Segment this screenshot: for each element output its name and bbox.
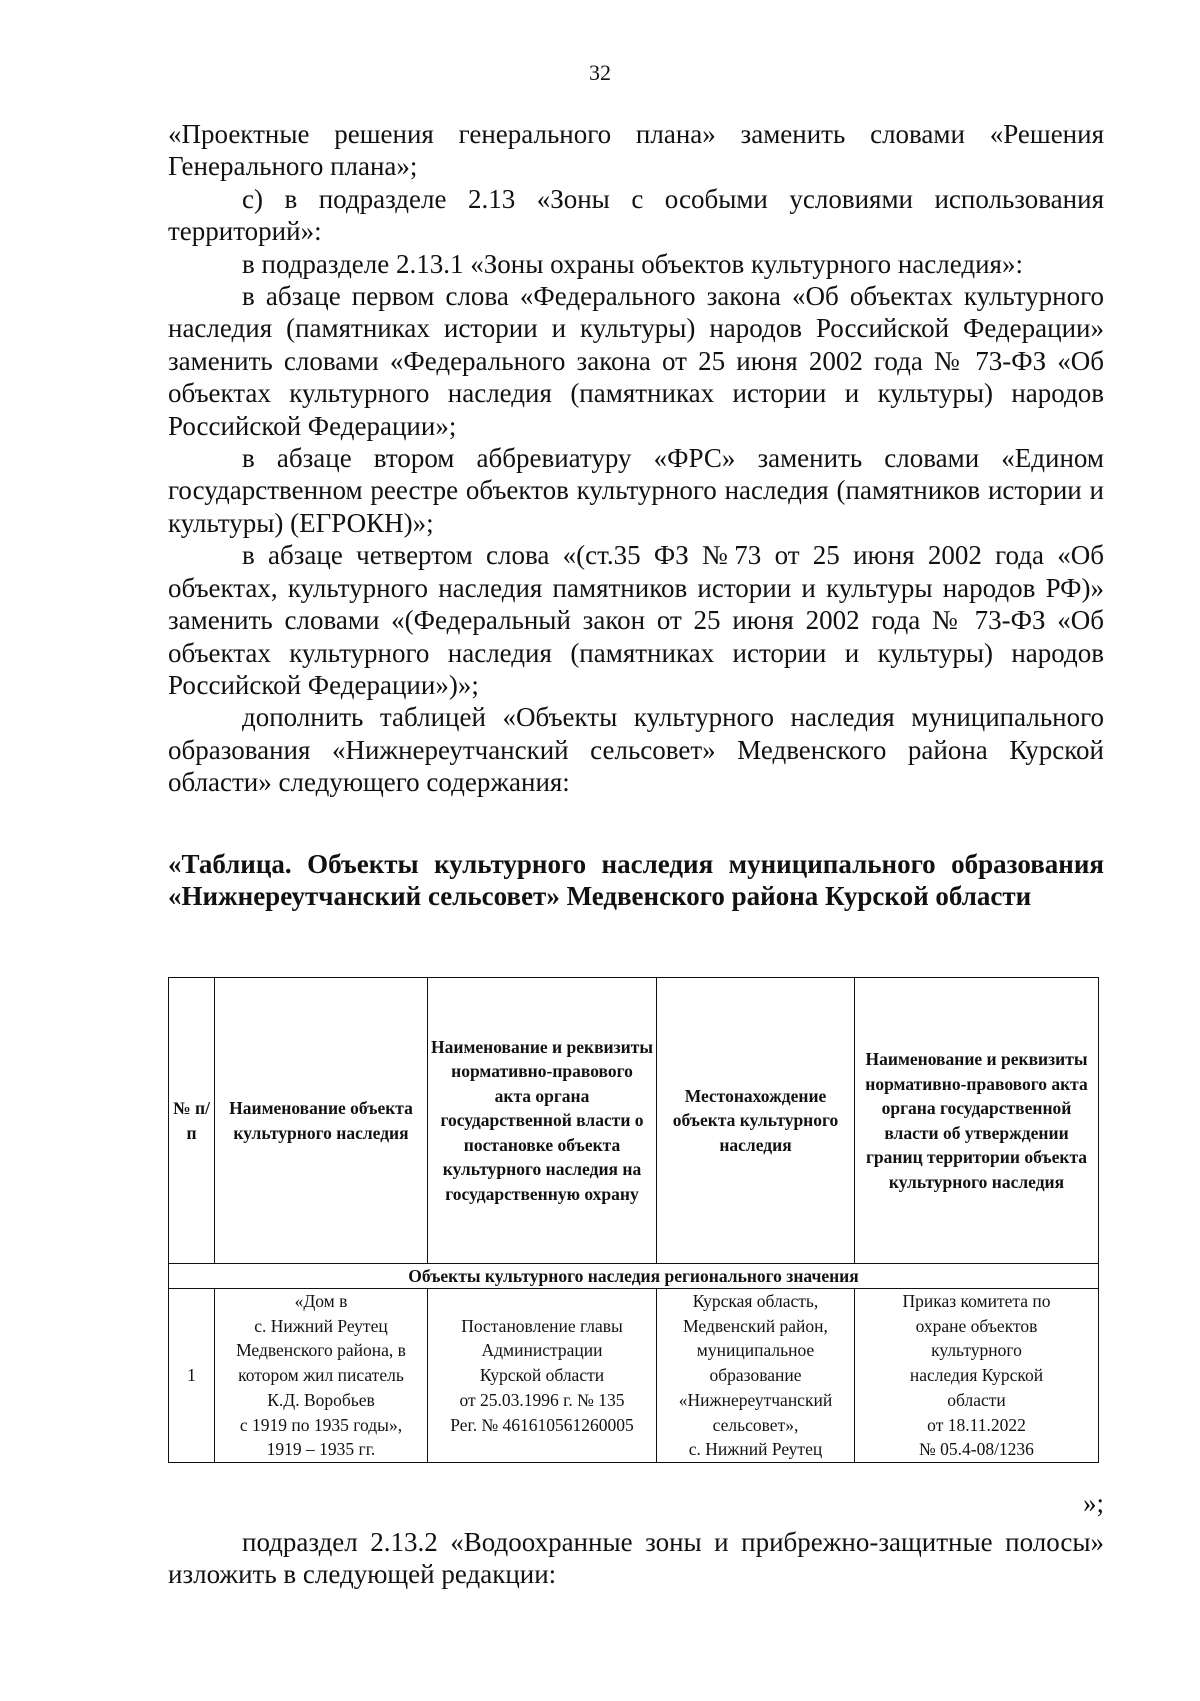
boundaries-act-line: от 18.11.2022: [927, 1414, 1026, 1435]
location-line: образование: [709, 1365, 802, 1386]
protection-act-line: Постановление главы: [461, 1315, 623, 1336]
object-name-line: с. Нижний Реутец: [254, 1315, 388, 1336]
paragraph-first-paragraph-edit: в абзаце первом слова «Федерального закона «Об объектах культурного наследия (памятниках истории и культуры) народов Российской Федерации» заменить словами «Федерального закона от 25 июня 2002 года № 73-ФЗ «Об объектах культурного наследия (памятниках истории и культуры) народов Российской Федерации»;: [168, 281, 1104, 441]
location-line: Медвенский район,: [683, 1315, 828, 1336]
protection-act-line: Администрации: [481, 1340, 603, 1361]
paragraph-subsection-2-13-1: в подразделе 2.13.1 «Зоны охраны объектов культурного наследия»:: [242, 248, 1023, 279]
location-line: с. Нижний Реутец: [688, 1439, 823, 1460]
object-name-line: 1919 – 1935 гг.: [266, 1439, 376, 1460]
table-header-row: [169, 978, 1099, 1264]
boundaries-act-line: культурного: [931, 1340, 1022, 1361]
paragraph-subsection-2-13-2: подраздел 2.13.2 «Водоохранные зоны и прибрежно-защитные полосы» изложить в следующей редакции:: [168, 1527, 1104, 1590]
section-title-regional: Объекты культурного наследия регионального значения: [169, 1264, 1099, 1289]
paragraph-second-paragraph-edit: в абзаце втором аббревиатуру «ФРС» заменить словами «Едином государственном реестре объектов культурного наследия (памятников истории и культуры) (ЕГРОКН)»;: [168, 443, 1104, 538]
row-object-name: [215, 1289, 428, 1463]
location-line: «Нижнереутчанский: [678, 1389, 833, 1410]
location-line: муниципальное: [696, 1340, 815, 1361]
object-name-line: «Дом в: [294, 1291, 348, 1311]
header-boundaries-act: Наименование и реквизиты нормативно-правового акта органа государственной власти об утверждении границ территории объекта культурного наследия: [855, 978, 1099, 1264]
object-name-line: котором жил писатель: [238, 1365, 404, 1386]
boundaries-act-line: Приказ комитета по: [902, 1291, 1051, 1311]
paragraph-fourth-paragraph-edit: в абзаце четвертом слова «(ст.35 ФЗ №73 от 25 июня 2002 года «Об объектах, культурного наследия памятников истории и культуры народов РФ)» заменить словами «(Федеральный закон от 25 июня 2002 года № 73-ФЗ «Об объектах культурного наследия (памятниках истории и культуры) народов Российской Федерации»)»;: [168, 540, 1104, 700]
paragraph-subsection-2-13: с) в подразделе 2.13 «Зоны с особыми условиями использования территорий»:: [168, 183, 1104, 247]
body-text: [168, 118, 1104, 799]
header-protection-act: Наименование и реквизиты нормативно-правового акта органа государственной власти о постановке объекта культурного наследия на государственную охрану: [428, 978, 657, 1264]
boundaries-act-line: охране объектов: [915, 1315, 1038, 1336]
page-number: 32: [589, 60, 611, 85]
table-row: [169, 1289, 1099, 1463]
protection-act-line: Рег. № 461610561260005: [450, 1414, 634, 1435]
row-protection-act: [428, 1289, 657, 1463]
boundaries-act-line: области: [947, 1389, 1006, 1410]
table-caption: «Таблица. Объекты культурного наследия муниципального образования «Нижнереутчанский сельсовет» Медвенского района Курской области: [168, 849, 1104, 911]
header-location: Местонахождение объекта культурного наследия: [657, 978, 855, 1264]
header-object-name: Наименование объекта культурного наследия: [215, 978, 428, 1264]
object-name-line: с 1919 по 1935 годы»,: [239, 1414, 403, 1435]
row-boundaries-act: [855, 1289, 1099, 1463]
closing-quote: »;: [1082, 1488, 1104, 1518]
heritage-objects-table: [168, 977, 1099, 1463]
boundaries-act-line: № 05.4-08/1236: [919, 1439, 1034, 1460]
object-name-line: К.Д. Воробьев: [267, 1389, 375, 1410]
paragraph-general-plan-replacement: «Проектные решения генерального плана» заменить словами «Решения Генерального плана»;: [168, 119, 1104, 182]
row-number: 1: [169, 1289, 215, 1463]
protection-act-line: Курской области: [479, 1365, 605, 1386]
protection-act-line: от 25.03.1996 г. № 135: [459, 1389, 625, 1410]
location-line: Курская область,: [692, 1291, 819, 1311]
final-text: [168, 1526, 1104, 1591]
object-name-line: Медвенского района, в: [236, 1340, 406, 1361]
paragraph-add-table: дополнить таблицей «Объекты культурного наследия муниципального образования «Нижнереутчанский сельсовет» Медвенского района Курской области» следующего содержания:: [168, 702, 1104, 798]
header-number: № п/п: [169, 978, 215, 1264]
location-line: сельсовет»,: [712, 1414, 799, 1435]
row-location: [657, 1289, 855, 1463]
boundaries-act-line: наследия Курской: [909, 1365, 1044, 1386]
table-section-row: [169, 1264, 1099, 1289]
